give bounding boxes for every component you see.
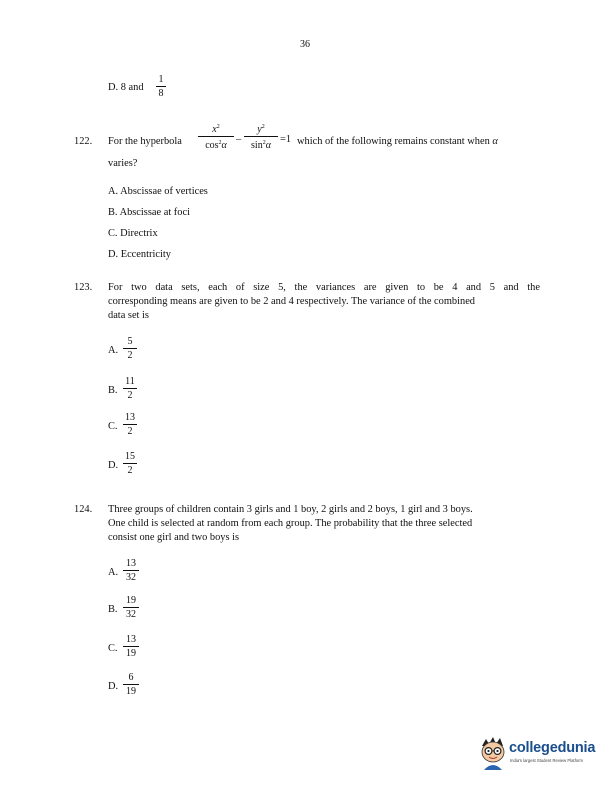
fraction-bar xyxy=(156,86,166,87)
q124-stem-line1: Three groups of children contain 3 girls and 1 boy, 2 girls and 2 boys, 1 girl and 3 boys. xyxy=(108,504,473,515)
q122-option-d: D. Eccentricity xyxy=(108,249,171,260)
q123-option-b-label: B. xyxy=(108,385,118,396)
q124-option-b-fraction: 19 32 xyxy=(123,595,139,620)
q123-option-c-label: C. xyxy=(108,421,118,432)
logo-tagline: India's largest Student Review Platform xyxy=(510,758,583,763)
q124-option-d-fraction: 6 19 xyxy=(123,672,139,697)
x-term-numerator: $x^2$ xyxy=(212,124,220,135)
page-number: 36 xyxy=(300,39,310,50)
q122-stem-after: which of the following remains constant when α xyxy=(297,136,498,147)
q124-option-d-label: D. xyxy=(108,681,119,692)
q123-option-d-fraction: 15 2 xyxy=(125,451,135,476)
y-term-numerator: $y^2$ xyxy=(257,124,265,135)
collegedunia-logo xyxy=(478,734,604,774)
q124-option-c-fraction: 13 19 xyxy=(123,634,139,659)
equals-one: =1 xyxy=(280,134,292,145)
logo-brand: collegedunia xyxy=(509,740,596,756)
q123-stem-line2: corresponding means are given to be 2 and 4 respectively. The variance of the combined xyxy=(108,296,475,307)
fraction-denominator: 8 xyxy=(158,88,164,99)
q124-stem-line3: consist one girl and two boys is xyxy=(108,532,240,543)
q123-stem-line3: data set is xyxy=(108,310,149,321)
y-term-denominator: $\sin^2\alpha$ xyxy=(251,140,271,151)
q122-number: 122. xyxy=(74,136,93,147)
fraction-bar xyxy=(244,136,278,137)
y-term-fraction xyxy=(244,122,278,151)
q123-number: 123. xyxy=(74,282,93,293)
q122-option-b: B. Abscissae at foci xyxy=(108,207,190,218)
alpha-symbol: α xyxy=(492,136,498,147)
q124-option-b-label: B. xyxy=(108,604,118,615)
q122-option-a: A. Abscissae of vertices xyxy=(108,186,208,197)
q124-option-a-label: A. xyxy=(108,567,119,578)
x-term-fraction xyxy=(198,122,234,151)
fraction-numerator: 1 xyxy=(158,74,164,85)
q123-option-a-fraction: 5 2 xyxy=(123,336,137,361)
q122-equation xyxy=(198,122,298,156)
q122-stem-before: For the hyperbola xyxy=(108,136,182,147)
q122-stem-line2: varies? xyxy=(108,158,138,169)
q124-stem-line2: One child is selected at random from each group. The probability that the three selected xyxy=(108,518,473,529)
q123-stem-line1: For two data sets, each of size 5, the variances are given to be 4 and 5 and the xyxy=(108,282,540,293)
q124-option-a-fraction: 13 32 xyxy=(123,558,139,583)
q122-option-c: C. Directrix xyxy=(108,228,158,239)
q123-option-b-fraction: 11 2 xyxy=(123,376,137,401)
fraction-bar xyxy=(198,136,234,137)
q124-option-c-label: C. xyxy=(108,643,118,654)
option-label: D. xyxy=(108,82,119,93)
option-text: 8 and xyxy=(120,82,144,93)
q123-option-c-fraction: 13 2 xyxy=(125,412,135,437)
q124-number: 124. xyxy=(74,504,93,515)
x-term-denominator: $\cos^2\alpha$ xyxy=(205,140,227,151)
mascot-icon xyxy=(478,736,508,772)
minus-sign: – xyxy=(236,134,242,145)
prev-option-fraction xyxy=(156,74,166,99)
q123-option-d-label: D. xyxy=(108,460,119,471)
q123-option-a-label: A. xyxy=(108,345,119,356)
prev-option-d xyxy=(108,82,144,93)
